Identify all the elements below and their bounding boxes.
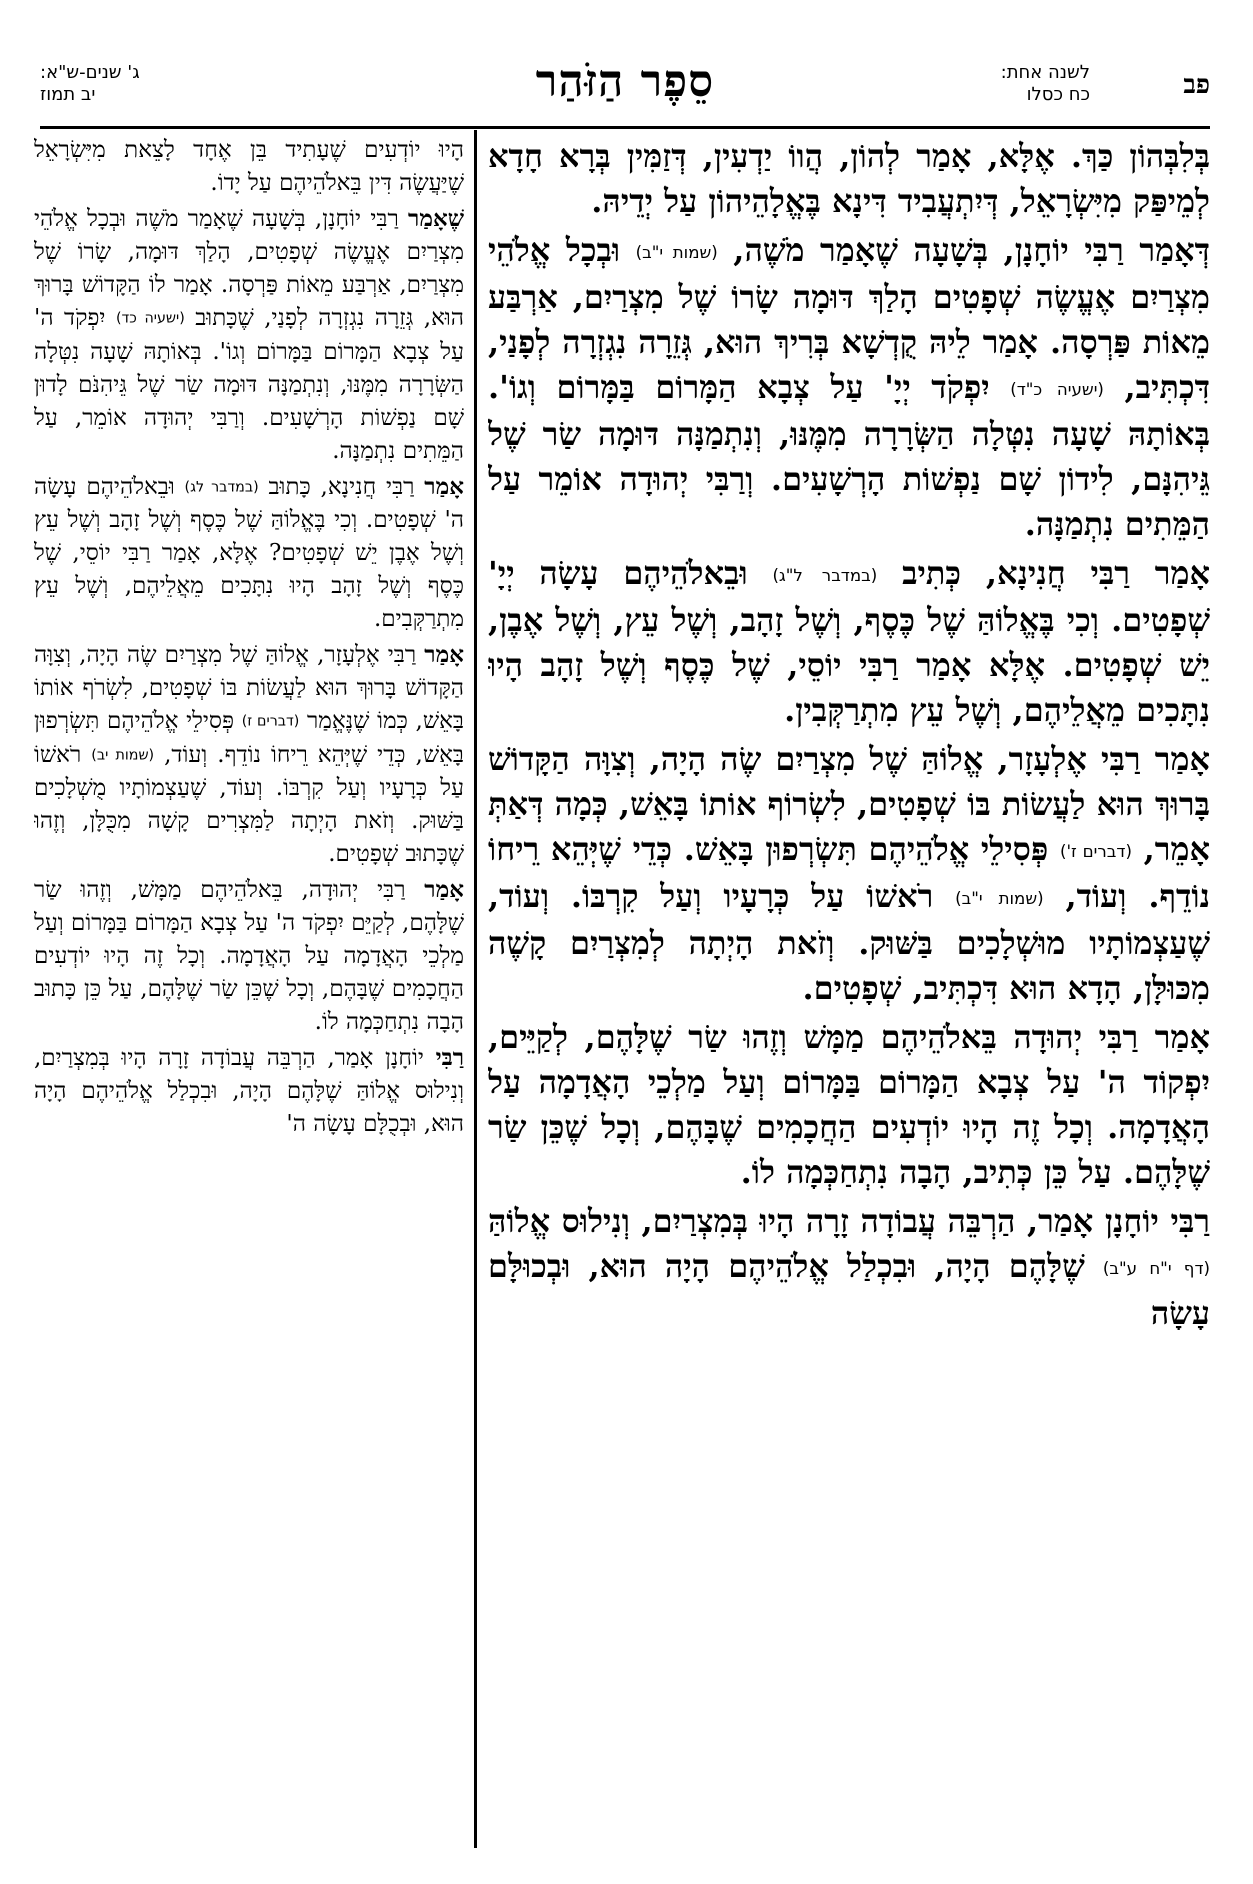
paragraph-text: פְּסִילֵי אֱלֹהֵיהֶם תִּשְׂרְפוּן בָּאֵשׁ. כְּדֵי שֶׁיְּהֵא רֵיחוֹ נוֹדֵף. וְעוֹד, bbox=[488, 830, 1210, 915]
side-paragraph-1 bbox=[34, 134, 464, 200]
paragraph-text: בְּלִבְּהוֹן כַּךְ. אֶלָּא, אָמַר לְהוֹן, הֲווֹ יַדְעִין, דְּזַמִּין בְּרָא חָדָא לְמֵיפַּק מִיִּשְׂרָאֵל, דְּיִתְעֲבִיד דִּינָא בֶּאֱלָהֵיהוֹן עַל יְדֵיהּ. bbox=[488, 137, 1210, 220]
main-paragraph-4 bbox=[488, 737, 1210, 1011]
source-reference: (ישעיה כד) bbox=[115, 310, 185, 327]
paragraph-text: רַבִּי יוֹחָנָן, בְּשָׁעָה שֶׁאָמַר מֹשֶׁה, bbox=[717, 231, 1140, 269]
side-paragraph-2 bbox=[34, 202, 464, 468]
paragraph-lead-word: אָמַר bbox=[1154, 740, 1210, 778]
paragraph-text: יִפְקֹד ה' עַל צְבָא הַמָּרוֹם בַּמָּרוֹם וְגוֹ'. בְּאוֹתָהּ שָׁעָה נִטְּלָה הַשְּׂרָרָה מִמֶּנּוּ, וְנִתְמַנָּה דּוּמָה שַׂר שֶׁל גֵּיהִנֹּם לָדוּן שָׁם נַפְשׁוֹת הָרְשָׁעִים. וְרַבִּי יְהוּדָה אוֹמֵר, עַל הַמֵּתִים נִתְמַנָּה. bbox=[34, 305, 464, 464]
paragraph-lead-word: אָמַר bbox=[1154, 554, 1210, 592]
page-title: סֵפֶר הַזֹּהַר bbox=[535, 56, 715, 107]
paragraph-text: שֶׁלָּהֶם הָיָה, וּבִכְלַל אֱלֹהֵיהֶם הָיָה הוּא, וּבְכוּלָּם עָשָׂה bbox=[488, 1247, 1210, 1332]
aramaic-column bbox=[488, 134, 1210, 1844]
paragraph-lead-word: אָמַר bbox=[424, 472, 464, 500]
paragraph-lead-word: אָמַר bbox=[424, 876, 464, 903]
source-reference: (ישעיה כ"ד) bbox=[1010, 380, 1104, 399]
paragraph-text: יוֹחָנָן אָמַר, הַרְבֵּה עֲבוֹדָה זָרָה הָיוּ בְּמִצְרַיִם, וְנִילוּס אֱלוֹהַּ bbox=[488, 1202, 1171, 1240]
paragraph-text: רַבִּי אֶלְעָזָר, אֱלוֹהַּ שֶׁל מִצְרַיִם שֶׂה הָיָה, וְצִוָּה הַקָּדוֹשׁ בָּרוּךְ הוּא לַעֲשׂוֹת בּוֹ שְׁפָטִים, לִשְׂרוֹף אוֹתוֹ בָּאֵשׁ, כְּמָה דְּאַתְּ אָמֵר, bbox=[488, 740, 1210, 868]
folio-reference: (דף י"ח ע"ב) bbox=[1102, 1259, 1210, 1278]
header-left-line1: ג' שנים-ש"א: bbox=[40, 62, 140, 83]
paragraph-text: רַבִּי יְהוּדָה, בֵּאלֹהֵיהֶם מַמָּשׁ, וְזֶהוּ שַׂר שֶׁלָּהֶם, לְקַיֵּם יִפְקֹד ה' עַל צְבָא הַמָּרוֹם בַּמָּרוֹם וְעַל מַלְכֵי הָאֲדָמָה עַל הָאֲדָמָה. וְכָל זֶה הָיוּ יוֹדְעִים הַחֲכָמִים שֶׁבָּהֶם, וְכָל שֶׁכֵּן שַׂר שֶׁלָּהֶם, עַל כֵּן כָּתוּב הָבָה נִתְחַכְּמָה לוֹ. bbox=[34, 877, 464, 1035]
paragraph-text: רַבִּי אֶלְעָזָר, אֱלוֹהַּ שֶׁל מִצְרַיִם שֶׂה הָיָה, וְצִוָּה הַקָּדוֹשׁ בָּרוּךְ הוּא לַעֲשׂוֹת בּוֹ שְׁפָטִים, לִשְׂרֹף אוֹתוֹ בָּאֵשׁ, כְּמוֹ שֶׁנֶּאֱמַר bbox=[34, 642, 464, 734]
column-separator bbox=[474, 130, 477, 1848]
main-paragraph-2 bbox=[488, 228, 1210, 547]
paragraph-text: וּבֵאלֹהֵיהֶם עָשָׂה יְיָ' שְׁפָטִים. וְכִי בֶּאֱלוֹהַּ שֶׁל כֶּסֶף, וְשֶׁל זָהָב, וְשֶׁל עֵץ, וְשֶׁל אֶבֶן, יֵשׁ שְׁפָטִים. אֶלָּא אָמַר רַבִּי יוֹסֵי, שֶׁל כֶּסֶף וְשֶׁל זָהָב הָיוּ נִתָּכִים מֵאֲלֵיהֶם, וְשֶׁל עֵץ מִתְרַקְּבִין. bbox=[488, 554, 1210, 729]
side-paragraph-4 bbox=[34, 638, 464, 871]
paragraph-lead-word: אָמַר bbox=[1154, 1018, 1210, 1056]
page-number: פב bbox=[1183, 70, 1210, 100]
header-rule bbox=[40, 126, 1210, 129]
header-right-line1: לשנה אחת: bbox=[1000, 62, 1090, 83]
main-paragraph-5 bbox=[488, 1015, 1210, 1195]
source-reference: (במדבר לג) bbox=[184, 479, 259, 495]
page-header bbox=[40, 56, 1210, 132]
side-paragraph-5 bbox=[34, 873, 464, 1039]
source-reference: (דברים ז') bbox=[1059, 842, 1132, 861]
side-paragraph-6 bbox=[34, 1041, 464, 1141]
paragraph-text: רֹאשׁוֹ עַל כְּרָעָיו וְעַל קִרְבּוֹ. וְעוֹד, שֶׁעַצְמוֹתָיו מֻשְׁלָכִים בַּשּׁוּק. וְזֹאת הָיְתָה לַמִּצְרִים קָשָׁה מִכֻּלָּן, וְזֶהוּ שֶׁכָּתוּב שְׁפָטִים. bbox=[34, 741, 464, 867]
main-paragraph-3 bbox=[488, 551, 1210, 733]
paragraph-text: הָיוּ יוֹדְעִים שֶׁעָתִיד בֵּן אֶחָד לָצֵאת מִיִּשְׂרָאֵל שֶׁיַּעֲשֶׂה דִּין בֵּאלֹהֵיהֶם עַל יָדוֹ. bbox=[34, 137, 464, 196]
source-reference: (דברים ז) bbox=[241, 713, 300, 730]
side-paragraph-3 bbox=[34, 470, 464, 637]
paragraph-text: רַבִּי חֲנִינָא, כָּתוּב bbox=[258, 473, 425, 500]
paragraph-text: רֹאשׁוֹ עַל כְּרָעָיו וְעַל קִרְבּוֹ. וְעוֹד, שֶׁעַצְמוֹתָיו מוּשְׁלָכִים בַּשּׁוּק. וְזֹאת הָיְתָה לְמִצְרַיִם קָשֶׁה מִכּוּלָּן, הָדָא הוּא דִּכְתִּיב, שְׁפָטִים. bbox=[488, 877, 1210, 1007]
header-left-line2: יב תמוז bbox=[40, 84, 96, 105]
source-reference: (שמות יב) bbox=[91, 747, 155, 763]
header-right-line2: כח כסלו bbox=[1026, 84, 1090, 105]
paragraph-text: יוֹחָנָן אָמַר, הַרְבֵּה עֲבוֹדָה זָרָה הָיוּ בְּמִצְרַיִם, וְנִילוּס אֱלוֹהַּ שֶׁלָּהֶם הָיָה, וּבִכְלַל אֱלֹהֵיהֶם הָיָה הוּא, וּבְכֻלָּם עָשָׂה ה' bbox=[34, 1045, 464, 1137]
paragraph-lead-word: רַבִּי bbox=[1170, 1202, 1210, 1240]
translation-column bbox=[34, 134, 464, 1844]
paragraph-text: רַבִּי חֲנִינָא, כְּתִיב bbox=[877, 554, 1155, 592]
source-reference: (במדבר ל"ג) bbox=[772, 566, 878, 585]
paragraph-lead-word: אָמַר bbox=[424, 641, 464, 668]
source-reference: (שמות י"ב) bbox=[635, 243, 718, 262]
paragraph-text: יִפְקֹד יְיָ' עַל צְבָא הַמָּרוֹם בַּמָּרוֹם וְגוֹ'. בְּאוֹתָהּ שָׁעָה נִטְּלָה הַשְּׂרָרָה מִמֶּנּוּ, וְנִתְמַנָּה דּוּמָה שַׂר שֶׁל גֵּיהִנָּם, לִידוֹן שָׁם נַפְשׁוֹת הָרְשָׁעִים. וְרַבִּי יְהוּדָה אוֹמֵר עַל הַמֵּתִים נִתְמַנָּה. bbox=[488, 368, 1210, 543]
main-paragraph-1 bbox=[488, 134, 1210, 224]
paragraph-lead-word: דְּאָמַר bbox=[1139, 231, 1210, 269]
paragraph-text: וּבְכָל אֱלֹהֵי מִצְרַיִם אֶעֱשֶׂה שְׁפָטִים הָלַךְ דּוּמָה שָׂרוֹ שֶׁל מִצְרַיִם, אַרְבַּע מֵאוֹת פַּרְסָה. אָמַר לֵיהּ קֻדְשָׁא בְּרִיךְ הוּא, גְּזֵרָה נִגְזְרָה לְפָנַי, דִּכְתִּיב, bbox=[488, 231, 1210, 406]
source-reference: (שמות י"ב) bbox=[955, 889, 1044, 908]
paragraph-text: רַבִּי יוֹחָנָן, בְּשָׁעָה שֶׁאָמַר מֹשֶׁה וּבְכָל אֱלֹהֵי מִצְרַיִם אֶעֱשֶׂה שְׁפָטִים, הָלַךְ דּוּמָה, שָׂרוֹ שֶׁל מִצְרַיִם, אַרְבַּע מֵאוֹת פַּרְסָה. אָמַר לוֹ הַקָּדוֹשׁ בָּרוּךְ הוּא, גְּזֵרָה נִגְזְרָה לְפָנַי, שֶׁכָּתוּב bbox=[34, 206, 464, 331]
paragraph-text: רַבִּי יְהוּדָה בֵּאלֹהֵיהֶם מַמָּשׁ וְזֶהוּ שַׂר שֶׁלָּהֶם, לְקַיֵּים, יִפְקוֹד ה' עַל צְבָא הַמָּרוֹם בַּמָּרוֹם וְעַל מַלְכֵי הָאֲדָמָה עַל הָאֲדָמָה. וְכָל זֶה הָיוּ יוֹדְעִים הַחֲכָמִים שֶׁבָּהֶם, וְכָל שֶׁכֵּן שַׂר שֶׁלָּהֶם. עַל כֵּן כְּתִיב, הָבָה נִתְחַכְּמָה לוֹ. bbox=[488, 1018, 1210, 1191]
paragraph-lead-word: שֶׁאָמַר bbox=[408, 205, 464, 232]
paragraph-text: פְּסִילֵי אֱלֹהֵיהֶם תִּשְׂרְפוּן בָּאֵשׁ, כְּדֵי שֶׁיְּהֵא רֵיחוֹ נוֹדֵף. וְעוֹד, bbox=[34, 708, 464, 768]
paragraph-lead-word: רַבִּי bbox=[435, 1044, 464, 1071]
header-right-block bbox=[1001, 62, 1090, 106]
main-paragraph-6 bbox=[488, 1199, 1210, 1336]
paragraph-text: וּבֵאלֹהֵיהֶם עָשָׂה ה' שְׁפָטִים. וְכִי בֶּאֱלוֹהַּ שֶׁל כֶּסֶף וְשֶׁל זָהָב וְשֶׁל עֵץ וְשֶׁל אֶבֶן יֵשׁ שְׁפָטִים? אֶלָּא, אָמַר רַבִּי יוֹסֵי, שֶׁל כֶּסֶף וְשֶׁל זָהָב הָיוּ נִתָּכִים מֵאֲלֵיהֶם, וְשֶׁל עֵץ מִתְרַקְּבִים. bbox=[34, 473, 464, 632]
